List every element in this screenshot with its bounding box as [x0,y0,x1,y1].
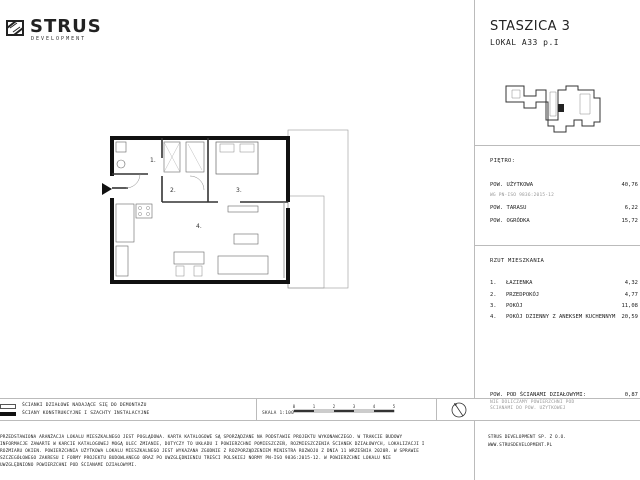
company-name: STRUS DEVELOPMENT SP. Z O.O. [488,435,567,440]
hob-icon [136,204,152,218]
walls-area-label: POW. POD ŚCIANAMI DZIAŁOWYMI: [490,392,587,398]
room-area: 4,77 [624,292,638,298]
scale-bar [290,400,410,416]
disclaimer-line: INFORMACJE ZAWARTE W KARCIE KATALOGOWEJ MOGĄ ULEC ZMIANIE, DOTYCZY TO UKŁADU I POWIERZCHNI POMIESZCZEŃ, ROZMIESZCZENIA ŚCIANEK DZIAŁOWYCH, LOKALIZACJI I [0,442,425,447]
door-arc [190,176,204,190]
terrace-area-label: POW. TARASU [490,205,527,211]
room-number: 1. [490,280,497,286]
building-key-plan [502,80,622,136]
kitchen-counter [116,204,134,242]
room-area: 11,08 [621,303,638,309]
room-area: 4,32 [624,280,638,286]
divider [0,420,640,421]
scale-tick: 0 [292,404,296,409]
coffee-table-icon [234,234,258,244]
sidebar-divider [474,0,475,398]
plan-label-3: 3. [236,187,242,194]
divider [0,398,640,399]
divider [256,398,257,420]
dining-table-icon [174,252,204,264]
scale-tick: 5 [392,404,396,409]
scale-tick: 3 [352,404,356,409]
rooms-section-title: RZUT MIESZKANIA [490,258,545,264]
plan-label-4: 4. [196,223,202,230]
partition-walls [112,138,288,202]
legend-structural-swatch [0,412,16,416]
washbasin-icon [117,160,125,168]
plan-label-1: 1. [150,157,156,164]
floor-plan [98,128,358,298]
brand-logo [6,16,102,42]
room-number: 2. [490,292,497,298]
legend-structural-text: ŚCIANY KONSTRUKCYJNE I SZACHTY INSTALACYJNE [22,411,150,416]
structural-walls [112,138,288,282]
room-name: ŁAZIENKA [506,280,533,286]
brand-tagline: DEVELOPMENT [31,36,87,42]
terrace-outline [288,196,324,288]
room-name: POKÓJ [506,303,523,309]
room-number: 4. [490,314,497,320]
north-arrow-icon [449,400,469,420]
terrace-area-value: 6,22 [624,205,638,211]
brand-name: STRUS [30,16,102,37]
scale-tick: 2 [332,404,336,409]
entrance-arrow-icon [102,183,112,195]
divider [475,145,640,146]
plan-label-2: 2. [170,187,176,194]
room-number: 3. [490,303,497,309]
company-website[interactable]: WWW.STRUSDEVELOPMENT.PL [488,443,553,448]
divider [474,420,475,480]
unit-marker [558,104,564,112]
garden-area-label: POW. OGRÓDKA [490,218,530,224]
room-area: 20,59 [621,314,638,320]
disclaimer-line: ROZMIARU OKIEN. POWIERZCHNIA UŻYTKOWA LOKALU MIESZKALNEGO JEST WYKAZANA ZGODNIE Z ROZPORZĄDZENIEM MINISTRA ROZWOJU Z DNIA 11 WRZEŚNIA 2020R. W SPRAWIE [0,449,420,454]
scale-tick: 4 [372,404,376,409]
walls-area-note-1: NIE DOLICZAMY POWIERZCHNI POD [490,400,575,405]
usable-area-value: 40,76 [621,182,638,188]
usable-area-note: WG PN-ISO 9836:2015-12 [490,193,555,198]
project-title: STASZICA 3 [490,19,571,34]
scale-label: SKALA 1:100 [262,411,295,416]
room-name: PRZEDPOKÓJ [506,292,540,298]
tv-cabinet-icon [228,206,258,212]
walls-area-note-2: ŚCIANAMI DO POW. UŻYTKOWEJ [490,406,566,411]
divider [436,398,437,420]
disclaimer-line: SZCZEGÓŁOWEGO ZAKRESU I FORMY PROJEKTU BUDOWLANEGO ORAZ PO UWZGLĘDNIENIU TREŚCI POLSKIEJ NORMY PN-ISO 9836:2015-12. W POWIERZCHNI LOKALU NIE [0,456,392,461]
legend-partition-swatch [0,404,16,409]
legend-partition-text: ŚCIANKI DZIAŁOWE NADAJĄCE SIĘ DO DEMONTAŻU [22,403,147,408]
floor-label: PIĘTRO: [490,158,516,164]
room-name: POKÓJ DZIENNY Z ANEKSEM KUCHENNYM [506,314,616,320]
door-arc [126,174,140,188]
walls-area-value: 0,87 [624,392,638,398]
fridge-icon [116,246,128,276]
disclaimer [0,434,470,469]
usable-area-label: POW. UŻYTKOWA [490,182,534,188]
toilet-icon [116,142,126,152]
garden-area-value: 15,72 [621,218,638,224]
divider [475,245,640,246]
sofa-icon [218,256,268,274]
disclaimer-line: PRZEDSTAWIONA ARANŻACJA LOKALU MIESZKALNEGO JEST POGLĄDOWA. KARTA KATALOGOWE SĄ SPORZĄDZANE NA PODSTAWIE PROJEKTU WYKONAWCZEGO. W TRAKCIE BUDOWY [0,435,403,440]
scale-tick: 1 [312,404,316,409]
unit-label: LOKAL A33 p.I [490,38,560,47]
bed-icon [216,142,258,174]
disclaimer-line: UWZGLĘDNIONO POWIERZCHNI POD ŚCIANAMI DZIAŁOWYMI. [0,463,137,468]
logo-mark-icon [6,18,26,38]
garden-outline [288,130,348,288]
